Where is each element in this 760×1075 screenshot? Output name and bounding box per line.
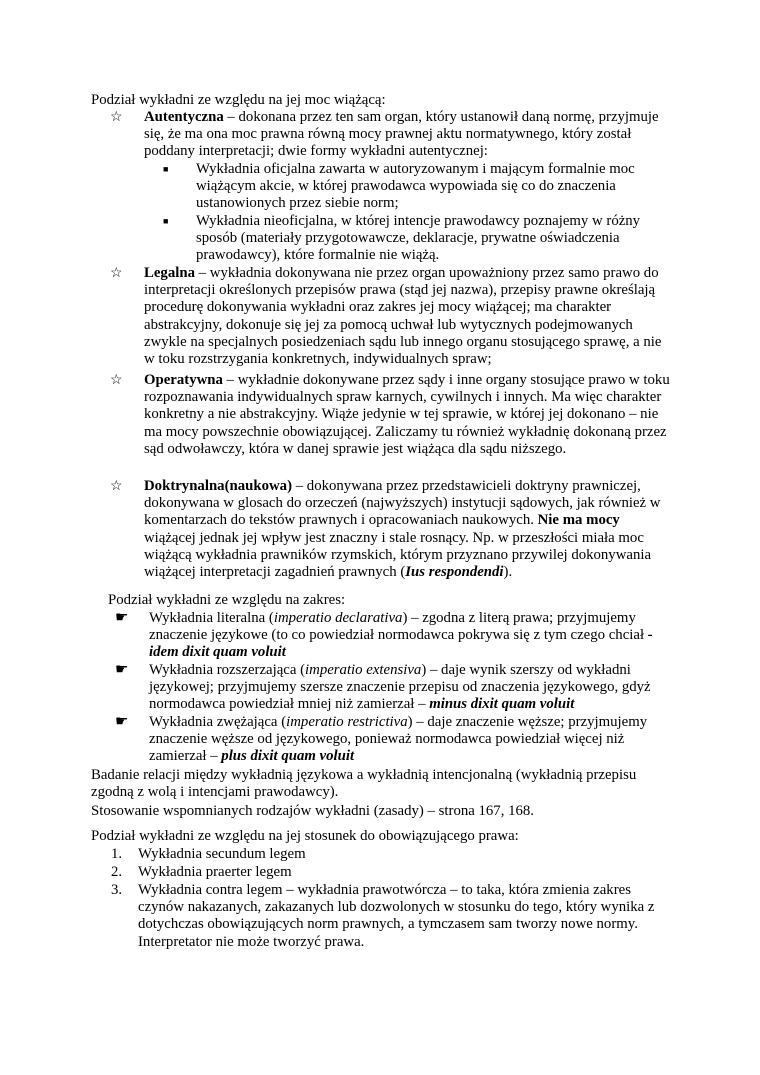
numbered-item-1 xyxy=(111,846,678,863)
item-text: wiążącej jednak jej wpływ jest znaczny i stale rosnący. Np. w przeszłości miała moc wiążącą wykładnia prawników rzymskich, którym przyznano przywilej dokonywania wiążącej interpretacji zagadnień prawnych ( xyxy=(144,529,652,581)
latin-maxim: plus dixit quam voluit xyxy=(221,748,355,765)
latin-term: imperatio restrictiva xyxy=(286,714,408,730)
term-operatywna: Operatywna xyxy=(144,372,223,388)
list-item-literalna xyxy=(115,610,671,662)
pointing-hand-icon: ☛ xyxy=(115,610,129,626)
item-number: 1. xyxy=(111,846,123,862)
section3-heading: Podział wykładni ze względu na jej stosunek do obowiązującego prawa: xyxy=(91,828,519,844)
item-text: Wykładnia praerter legem xyxy=(138,864,292,880)
list-item-legalna xyxy=(110,265,674,368)
latin-term: imperatio declarativa xyxy=(273,610,403,626)
numbered-item-2 xyxy=(111,864,678,881)
item-text: – wykładnia dokonywana nie przez organ upoważniony przez samo prawo do interpretacji określonych przepisów prawa (stąd jej nazwa), przepisy prawne określają procedurę dokonywania wykładni oraz zakres jej mocy wiążącej; ma charakter abstrakcyjny, dokonuje się jej za pomocą uchwał lub wytycznych podejmowanych zwykle na specjalnych posiedzeniach sądu lub innego organu stosującego sprawę, a nie w toku rozstrzygania konkretnych, indywidualnych spraw; xyxy=(144,265,662,368)
term-autentyczna: Autentyczna xyxy=(144,109,224,125)
list-item-operatywna xyxy=(110,372,672,458)
list-item-doktrynalna xyxy=(110,478,674,581)
list-item-zwezajaca xyxy=(115,714,671,766)
latin-maxim: - idem dixit quam voluit xyxy=(149,627,653,661)
item-text: – wykładnie dokonywane przez sądy i inne organy stosujące prawo w toku rozpoznawania indywidualnych spraw karnych, cywilnych i innych. Ma więc charakter konkretny a nie abstrakcyjny. Wiąże jedynie w tej sprawie, w której jej dokonano – nie ma mocy powszechnie obowiązującej. Zaliczamy tu również wykładnię dokonaną przez sąd odwoławczy, która w danej sprawie jest wiążąca dla sądu niższego. xyxy=(144,372,670,457)
section2-heading: Podział wykładni ze względu na zakres: xyxy=(108,592,346,608)
relation-note: Badanie relacji między wykładnią językowa a wykładnią intencjonalną (wykładnią przepisu zgodną z wolą i intencjami prawodawcy). xyxy=(91,767,637,801)
subitem-text: Wykładnia oficjalna zawarta w autoryzowanym i mającym formalnie moc wiążącym akcie, w której prawodawca wypowiada się co do znaczenia ustanowionych przez siebie norm; xyxy=(196,161,635,212)
item-text: Wykładnia secundum legem xyxy=(138,846,306,862)
subitem-text: Wykładnia nieoficjalna, w której intencje prawodawcy poznajemy w różny sposób (materiały przygotowawcze, deklaracje, prywatne oświadczenia prawodawcy), które formalnie nie wiążą. xyxy=(196,213,641,264)
star-bullet-icon: ☆ xyxy=(110,479,123,494)
term-doktrynalna: Doktrynalna(naukowa) xyxy=(144,478,292,494)
term-legalna: Legalna xyxy=(144,265,195,281)
list-item-rozszerzajaca xyxy=(115,662,671,714)
star-bullet-icon: ☆ xyxy=(110,373,123,388)
item-text: Wykładnia literalna ( xyxy=(149,610,274,626)
section1-heading: Podział wykładni ze względu na jej moc wiążącą: xyxy=(91,92,386,108)
subitem-nieoficjalna xyxy=(163,213,666,265)
bold-emphasis: Nie ma mocy xyxy=(537,512,620,529)
item-text: Wykładnia rozszerzająca ( xyxy=(149,662,306,678)
latin-term: Ius respondendi xyxy=(405,564,504,581)
item-text: ). xyxy=(503,564,513,581)
item-text: ) – daje wynik szerszy od wykładni językowej; przyjmujemy szersze znaczenie przepisu od znaczenia językowego, gdyż normodawca powiedział mniej niż zamierzał – xyxy=(149,662,651,713)
item-text: – dokonana przez ten sam organ, który ustanowił daną normę, przyjmuje się, że ma ona moc prawna równą mocy prawnej aktu normatywnego, który został poddany interpretacji; dwie formy wykładni autentycznej: xyxy=(144,109,659,160)
pointing-hand-icon: ☛ xyxy=(115,714,129,730)
item-number: 2. xyxy=(111,864,123,880)
item-text: ) – zgodna z literą prawa; przyjmujemy znaczenie językowe (to co powiedział normodawca pokrywa się z tym czego chciał xyxy=(149,610,648,644)
item-number: 3. xyxy=(111,882,123,898)
latin-term: imperatio extensiva xyxy=(305,662,422,678)
item-text: ) – daje znaczenie węższe; przyjmujemy znaczenie węższe od językowego, ponieważ normodawca powiedział więcej niż zamierzał – xyxy=(149,714,648,765)
latin-maxim: minus dixit quam voluit xyxy=(429,696,575,713)
star-bullet-icon: ☆ xyxy=(110,266,123,281)
list-item-autentyczna xyxy=(110,109,676,161)
item-text: Wykładnia contra legem – wykładnia prawotwórcza – to taka, która zmienia zakres czynów nakazanych, zakazanych lub dozwolonych w stosunku do tego, który wynika z dotychczas obowiązujących norm prawnych, a tymczasem sam tworzy nowe normy. Interpretator nie może tworzyć prawa. xyxy=(138,882,655,950)
item-text: – dokonywana przez przedstawicieli doktryny prawniczej, dokonywana w glosach do orzeczeń (najwyższych) instytucji sądowych, jak również w komentarzach do tekstów prawnych i opracowaniach naukowych. xyxy=(144,478,661,529)
square-bullet-icon: ■ xyxy=(163,216,169,226)
numbered-item-3 xyxy=(111,882,673,951)
subitem-oficjalna xyxy=(163,161,671,213)
item-text: Wykładnia zwężająca ( xyxy=(149,714,287,730)
square-bullet-icon: ■ xyxy=(163,164,169,174)
star-bullet-icon: ☆ xyxy=(110,110,123,125)
pointing-hand-icon: ☛ xyxy=(115,662,129,678)
rules-note: Stosowanie wspomnianych rodzajów wykładni (zasady) – strona 167, 168. xyxy=(91,803,534,819)
